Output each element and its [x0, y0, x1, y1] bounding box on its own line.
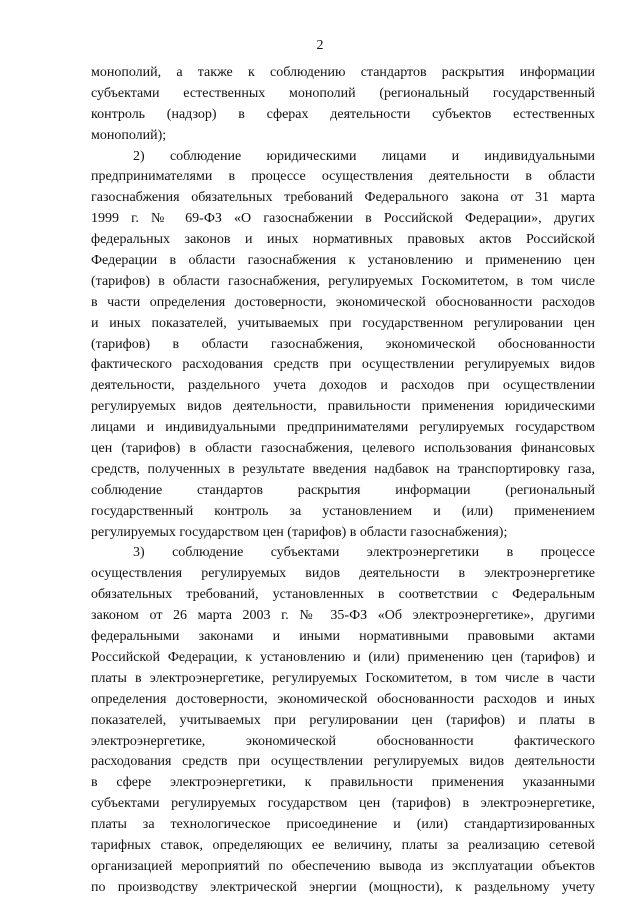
text-line: определения достоверности, экономической обоснованности расходов и иных — [91, 691, 595, 707]
text-line: федеральных законов и иных нормативных правовых актов Российской — [91, 232, 595, 248]
text-line: соблюдение стандартов раскрытия информации (региональный — [91, 482, 595, 498]
text-line: электроэнергетике, экономической обоснованности фактического — [91, 733, 595, 749]
text-line: 1999 г. № 69-ФЗ «О газоснабжении в Российской Федерации», других — [91, 211, 595, 227]
text-line: цен (тарифов) в области газоснабжения, целевого использования финансовых — [91, 441, 595, 457]
text-line: государственный контроль за установлением и (или) применением — [91, 503, 595, 519]
text-line: расходования средств при осуществлении регулируемых видов деятельности — [91, 754, 595, 770]
text-line: субъектами естественных монополий (региональный государственный — [91, 85, 595, 101]
text-line: предпринимателями в процессе осуществления деятельности в области — [91, 169, 595, 185]
text-line: фактического расходования средств при осуществлении регулируемых видов — [91, 357, 595, 373]
text-line: по производству электрической энергии (мощности), к раздельному учету — [91, 879, 595, 895]
text-line: обязательных требований, установленных в соответствии с Федеральным — [91, 587, 595, 603]
text-line: контроль (надзор) в сферах деятельности субъектов естественных — [91, 106, 595, 122]
text-line: и иных показателей, учитываемых при государственном регулировании цен — [91, 315, 595, 331]
text-line: показателей, учитываемых при регулировании цен (тарифов) и платы в — [91, 712, 595, 728]
text-line: средств, полученных в результате введения надбавок на транспортировку газа, — [91, 461, 595, 477]
text-line: 2) соблюдение юридическими лицами и индивидуальными — [133, 148, 595, 164]
text-line: лицами и индивидуальными предпринимателями регулируемых государством — [91, 420, 595, 436]
text-line: субъектами регулируемых государством цен (тарифов) в электроэнергетике, — [91, 796, 595, 812]
text-line: (тарифов) в области газоснабжения, регулируемых Госкомитетом, в том числе — [91, 273, 595, 289]
text-line: деятельности, раздельного учета доходов и расходов при осуществлении — [91, 378, 595, 394]
text-line: регулируемых государством цен (тарифов) в области газоснабжения); — [91, 524, 508, 540]
text-line: газоснабжения обязательных требований Федерального закона от 31 марта — [91, 190, 595, 206]
page-number: 2 — [316, 38, 324, 53]
text-line: монополий, а также к соблюдению стандартов раскрытия информации — [91, 65, 595, 80]
text-line: платы в электроэнергетике, регулируемых Госкомитетом, в том числе в части — [91, 670, 595, 686]
text-line: Российской Федерации, к установлению и (или) применению цен (тарифов) и — [91, 649, 595, 665]
text-line: 3) соблюдение субъектами электроэнергетики в процессе — [133, 545, 595, 561]
text-line: монополий); — [91, 127, 167, 143]
text-line: законом от 26 марта 2003 г. № 35-ФЗ «Об электроэнергетике», другими — [91, 608, 595, 624]
text-line: Федерации в области газоснабжения к установлению и применению цен — [91, 253, 595, 269]
text-line: платы за технологическое присоединение и (или) стандартизированных — [91, 817, 595, 833]
text-line: в сфере электроэнергетики, к правильности применения указанными — [91, 775, 595, 791]
text-line: осуществления регулируемых видов деятельности в электроэнергетике — [91, 566, 595, 582]
body-text — [91, 63, 595, 899]
text-line: в части определения достоверности, экономической обоснованности расходов — [91, 294, 595, 310]
text-line: регулируемых видов деятельности, правильности применения юридическими — [91, 399, 595, 415]
text-line: (тарифов) в области газоснабжения, экономической обоснованности — [91, 336, 595, 352]
text-line: организацией мероприятий по обеспечению вывода из эксплуатации объектов — [91, 858, 595, 874]
text-line: федеральными законами и иными нормативными правовыми актами — [91, 629, 595, 645]
text-line: тарифных ставок, определяющих ее величину, платы за реализацию сетевой — [91, 837, 595, 853]
